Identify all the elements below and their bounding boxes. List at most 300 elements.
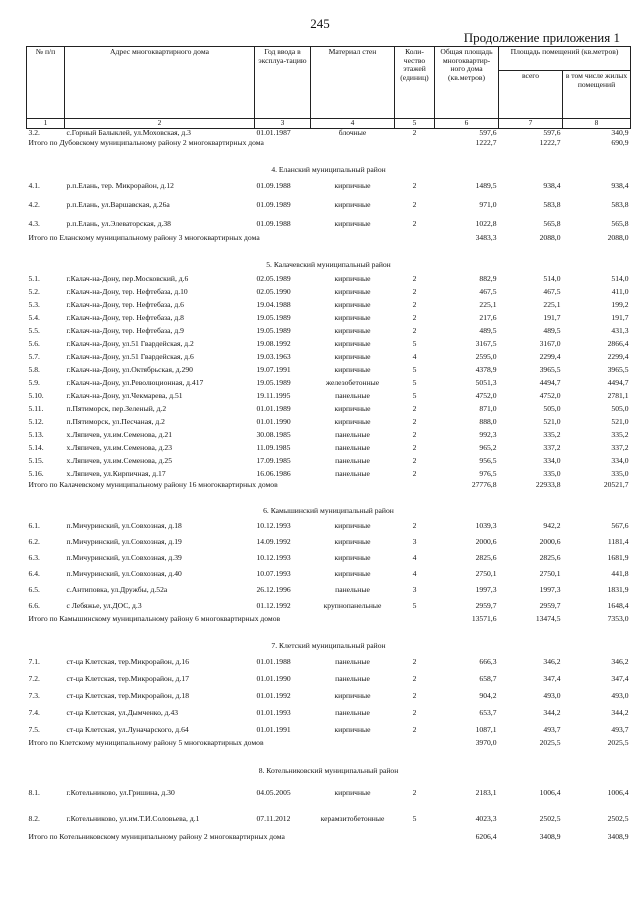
header-material: Материал стен [311, 47, 395, 119]
living-area: 493,7 [611, 724, 629, 734]
floor-count: 2 [412, 724, 417, 734]
table-row [27, 705, 631, 722]
address: р.п.Елань, ул.Варшавская, д.26а [66, 199, 170, 209]
total-area: 871,0 [479, 403, 497, 413]
subtotal-label: Итого по Еланскому муниципальному району 3 многоквартирных дома [28, 233, 260, 242]
year-built: 02.05.1989 [256, 273, 291, 283]
premises-area: 335,2 [543, 429, 561, 439]
year-built: 01.01.1993 [256, 707, 291, 717]
floor-count: 2 [412, 180, 417, 190]
subtotal-label: Итого по Дубовскому муниципальному району 2 многоквартирных дома [28, 138, 264, 147]
floor-count: 2 [412, 403, 417, 413]
row-number: 4.1. [28, 180, 40, 190]
living-area: 505,0 [611, 403, 629, 413]
floor-count: 2 [412, 312, 417, 322]
address: с.Антиповка, ул.Дружбы, д.52а [66, 585, 168, 595]
year-built: 01.01.1992 [256, 690, 291, 700]
address: х.Ляпичев, ул.Кирпичная, д.17 [66, 468, 166, 478]
table-row [27, 129, 631, 139]
wall-material: панельные [335, 390, 370, 400]
table-row [27, 567, 631, 583]
living-area: 565,8 [611, 218, 629, 228]
floor-count: 2 [412, 468, 417, 478]
premises-area: 2750,1 [539, 569, 561, 579]
row-number: 6.6. [28, 601, 40, 611]
total-area: 1489,5 [475, 180, 497, 190]
floor-count: 5 [412, 601, 417, 611]
total-area: 597,6 [479, 128, 497, 138]
row-number: 7.2. [28, 673, 40, 683]
wall-material: кирпичные [334, 218, 371, 228]
address: с Лебяжье, ул.ДОС, д.3 [66, 601, 142, 611]
address: х.Ляпичев, ул.им.Семенова, д.25 [66, 455, 173, 465]
living-area: 411,0 [611, 286, 629, 296]
floor-count: 5 [412, 338, 417, 348]
total-area: 1039,3 [475, 521, 497, 531]
row-number: 5.13. [28, 429, 44, 439]
subtotal-premises-area: 2088,0 [539, 233, 561, 242]
year-built: 01.01.1987 [256, 128, 291, 138]
address: г.Калач-на-Дону, ул.Чекмарева, д.51 [66, 390, 183, 400]
living-area: 334,0 [611, 455, 629, 465]
total-area: 882,9 [479, 273, 497, 283]
table-row [27, 519, 631, 535]
wall-material: кирпичные [334, 199, 371, 209]
address: х.Ляпичев, ул.им.Семенова, д.21 [66, 429, 173, 439]
subtotal-premises-area: 13474,5 [535, 614, 561, 623]
year-built: 01.09.1988 [256, 218, 291, 228]
row-number: 5.1. [28, 273, 40, 283]
year-built: 01.01.1988 [256, 656, 291, 666]
living-area: 583,8 [611, 199, 629, 209]
floor-count: 2 [412, 273, 417, 283]
section-heading-row [27, 165, 631, 177]
row-number: 5.8. [28, 364, 40, 374]
header-total-area: Общая площадь многоквартир-ного дома (кв.метров) [435, 47, 499, 119]
address: с.Горный Балыклей, ул.Моховская, д.3 [66, 128, 191, 138]
living-area: 4494,7 [607, 377, 629, 387]
wall-material: крупнопанельные [323, 601, 382, 611]
total-area: 956,5 [479, 455, 497, 465]
premises-area: 4494,7 [539, 377, 561, 387]
floor-count: 2 [412, 788, 417, 798]
total-area: 4752,0 [475, 390, 497, 400]
living-area: 1648,4 [607, 601, 629, 611]
subtotal-row [27, 615, 631, 640]
floor-count: 2 [412, 690, 417, 700]
year-built: 19.05.1989 [256, 325, 291, 335]
year-built: 17.09.1985 [256, 455, 291, 465]
year-built: 19.07.1991 [256, 364, 291, 374]
row-number: 4.3. [28, 218, 40, 228]
address: р.п.Елань, ул.Элеваторская, д.38 [66, 218, 171, 228]
premises-area: 337,2 [543, 442, 561, 452]
total-area: 217,6 [479, 312, 497, 322]
row-number: 5.3. [28, 299, 40, 309]
floor-count: 2 [412, 656, 417, 666]
floor-count: 3 [412, 537, 417, 547]
table-row [27, 177, 631, 196]
wall-material: кирпичные [334, 364, 371, 374]
row-number: 5.5. [28, 325, 40, 335]
year-built: 10.07.1993 [256, 569, 291, 579]
wall-material: панельные [335, 468, 370, 478]
premises-area: 493,0 [543, 690, 561, 700]
table-row [27, 390, 631, 403]
table-row [27, 455, 631, 468]
subtotal-premises-area: 1222,7 [539, 138, 561, 147]
wall-material: кирпичные [334, 690, 371, 700]
table-row [27, 273, 631, 286]
living-area: 344,2 [611, 707, 629, 717]
year-built: 16.06.1986 [256, 468, 291, 478]
floor-count: 2 [412, 455, 417, 465]
section-heading-row [27, 259, 631, 273]
row-number: 5.11. [28, 403, 44, 413]
table-row [27, 671, 631, 688]
premises-area: 347,4 [543, 673, 561, 683]
address: ст-ца Клетская, ул.Луначарского, д.64 [66, 724, 189, 734]
address: п.Мичуринский, ул.Совхозная, д.39 [66, 553, 182, 563]
row-number: 5.4. [28, 312, 40, 322]
table-row [27, 442, 631, 455]
column-number: 4 [311, 119, 395, 129]
year-built: 01.01.1991 [256, 724, 291, 734]
header-number: № п/п [27, 47, 65, 119]
year-built: 19.05.1989 [256, 377, 291, 387]
header-floors: Коли-чество этажей (единиц) [395, 47, 435, 119]
total-area: 888,0 [479, 416, 497, 426]
row-number: 6.3. [28, 553, 40, 563]
subtotal-living-area: 20521,7 [603, 480, 629, 489]
subtotal-total-area: 3970,0 [475, 738, 497, 747]
row-number: 6.2. [28, 537, 40, 547]
row-number: 5.10. [28, 390, 44, 400]
address: п.Мичуринский, ул.Совхозная, д.40 [66, 569, 182, 579]
subtotal-label: Итого по Клетскому муниципальному району 5 многоквартирных домов [28, 738, 264, 747]
section-heading-row [27, 505, 631, 519]
column-number: 6 [435, 119, 499, 129]
floor-count: 2 [412, 218, 417, 228]
subtotal-row [27, 739, 631, 763]
total-area: 4378,9 [475, 364, 497, 374]
premises-area: 2299,4 [539, 351, 561, 361]
year-built: 19.04.1988 [256, 299, 291, 309]
living-area: 3965,5 [607, 364, 629, 374]
column-number: 7 [499, 119, 563, 129]
floor-count: 5 [412, 814, 417, 824]
subtotal-total-area: 27776,8 [471, 480, 497, 489]
wall-material: кирпичные [334, 286, 371, 296]
address: ст-ца Клетская, тер.Микрорайон, д.17 [66, 673, 190, 683]
premises-area: 344,2 [543, 707, 561, 717]
address: г.Калач-на-Дону, ул.51 Гвардейская, д.2 [66, 338, 194, 348]
subtotal-row [27, 234, 631, 259]
year-built: 01.01.1990 [256, 416, 291, 426]
row-number: 5.12. [28, 416, 44, 426]
subtotal-premises-area: 22933,8 [535, 480, 561, 489]
table-row [27, 364, 631, 377]
row-number: 5.7. [28, 351, 40, 361]
total-area: 4023,3 [475, 814, 497, 824]
table-row [27, 583, 631, 599]
total-area: 2959,7 [475, 601, 497, 611]
year-built: 10.12.1993 [256, 553, 291, 563]
appendix-subtitle: Продолжение приложения 1 [463, 30, 620, 45]
subtotal-total-area: 3483,3 [475, 233, 497, 242]
row-number: 6.4. [28, 569, 40, 579]
total-area: 666,3 [479, 656, 497, 666]
floor-count: 2 [412, 673, 417, 683]
column-numbers-row [27, 119, 631, 129]
total-area: 2595,0 [475, 351, 497, 361]
address: г.Калач-на-Дону, ул.Революционная, д.417 [66, 377, 204, 387]
address: х.Ляпичев, ул.им.Семенова, д.23 [66, 442, 173, 452]
floor-count: 2 [412, 325, 417, 335]
wall-material: кирпичные [334, 553, 371, 563]
section-heading-row [27, 763, 631, 781]
floor-count: 2 [412, 416, 417, 426]
floor-count: 4 [412, 351, 417, 361]
address: г.Калач-на-Дону, ул.Октябрьская, д.290 [66, 364, 193, 374]
year-built: 01.09.1988 [256, 180, 291, 190]
section-heading: 8. Котельниковский муниципальный район [258, 766, 399, 776]
total-area: 1997,3 [475, 585, 497, 595]
floor-count: 2 [412, 128, 417, 138]
subtotal-row [27, 481, 631, 505]
wall-material: панельные [335, 429, 370, 439]
table-row [27, 325, 631, 338]
premises-area: 3965,5 [539, 364, 561, 374]
total-area: 3167,5 [475, 338, 497, 348]
wall-material: панельные [335, 656, 370, 666]
total-area: 653,7 [479, 707, 497, 717]
wall-material: панельные [335, 585, 370, 595]
floor-count: 2 [412, 286, 417, 296]
wall-material: кирпичные [334, 521, 371, 531]
floor-count: 2 [412, 521, 417, 531]
subtotal-living-area: 3408,9 [607, 832, 629, 841]
header-premises-area: Площадь помещений (кв.метров) [499, 47, 631, 71]
total-area: 489,5 [479, 325, 497, 335]
table-row [27, 377, 631, 390]
column-number: 1 [27, 119, 65, 129]
subtotal-premises-area: 3408,9 [539, 832, 561, 841]
year-built: 01.01.1990 [256, 673, 291, 683]
floor-count: 2 [412, 707, 417, 717]
wall-material: кирпичные [334, 788, 371, 798]
subtotal-living-area: 7353,0 [607, 614, 629, 623]
header-address: Адрес многоквартирного дома [65, 47, 255, 119]
wall-material: панельные [335, 707, 370, 717]
living-area: 2866,4 [607, 338, 629, 348]
address: г.Калач-на-Дону, тер. Нефтебаза, д.9 [66, 325, 184, 335]
floor-count: 5 [412, 390, 417, 400]
living-area: 567,6 [611, 521, 629, 531]
year-built: 01.01.1989 [256, 403, 291, 413]
row-number: 5.9. [28, 377, 40, 387]
section-heading: 6. Камышинский муниципальный район [263, 506, 394, 516]
premises-area: 565,8 [543, 218, 561, 228]
address: г.Калач-на-Дону, тер. Нефтебаза, д.8 [66, 312, 184, 322]
living-area: 521,0 [611, 416, 629, 426]
section-heading: 7. Клетский муниципальный район [271, 641, 386, 651]
total-area: 971,0 [479, 199, 497, 209]
address: р.п.Елань, тер. Микрорайон, д.12 [66, 180, 174, 190]
wall-material: керамзитобетонные [320, 814, 385, 824]
table-row [27, 299, 631, 312]
subtotal-label: Итого по Котельниковскому муниципальному району 2 многоквартирных дома [28, 832, 285, 841]
table-header [27, 47, 631, 129]
column-number: 5 [395, 119, 435, 129]
total-area: 5051,3 [475, 377, 497, 387]
address: г.Котельниково, ул.Гришина, д.30 [66, 788, 175, 798]
living-area: 199,2 [611, 299, 629, 309]
row-number: 7.1. [28, 656, 40, 666]
row-number: 5.15. [28, 455, 44, 465]
living-area: 1831,9 [607, 585, 629, 595]
table-row [27, 312, 631, 325]
year-built: 19.11.1995 [256, 390, 291, 400]
premises-area: 597,6 [543, 128, 561, 138]
living-area: 493,0 [611, 690, 629, 700]
floor-count: 2 [412, 429, 417, 439]
year-built: 26.12.1996 [256, 585, 291, 595]
row-number: 3.2. [28, 128, 40, 138]
row-number: 6.1. [28, 521, 40, 531]
year-built: 07.11.2012 [256, 814, 291, 824]
premises-area: 467,5 [543, 286, 561, 296]
living-area: 1006,4 [607, 788, 629, 798]
floor-count: 5 [412, 364, 417, 374]
header-premises-living: в том числе жилых помещений [563, 71, 631, 119]
total-area: 2000,6 [475, 537, 497, 547]
table-row [27, 351, 631, 364]
premises-area: 1997,3 [539, 585, 561, 595]
row-number: 5.16. [28, 468, 44, 478]
section-heading: 5. Калачевский муниципальный район [266, 260, 391, 270]
floor-count: 2 [412, 442, 417, 452]
year-built: 01.12.1992 [256, 601, 291, 611]
total-area: 1022,8 [475, 218, 497, 228]
row-number: 8.1. [28, 788, 40, 798]
column-number: 8 [563, 119, 631, 129]
table-row [27, 338, 631, 351]
living-area: 335,0 [611, 468, 629, 478]
living-area: 514,0 [611, 273, 629, 283]
wall-material: кирпичные [334, 312, 371, 322]
living-area: 938,4 [611, 180, 629, 190]
row-number: 5.2. [28, 286, 40, 296]
year-built: 19.05.1989 [256, 312, 291, 322]
floor-count: 2 [412, 199, 417, 209]
subtotal-row [27, 139, 631, 165]
subtotal-total-area: 6206,4 [475, 832, 497, 841]
table-row [27, 196, 631, 215]
subtotal-living-area: 2025,5 [607, 738, 629, 747]
row-number: 6.5. [28, 585, 40, 595]
row-number: 5.6. [28, 338, 40, 348]
wall-material: панельные [335, 673, 370, 683]
table-row [27, 468, 631, 481]
table-row [27, 722, 631, 739]
column-number: 2 [65, 119, 255, 129]
year-built: 14.09.1992 [256, 537, 291, 547]
wall-material: кирпичные [334, 724, 371, 734]
year-built: 01.09.1989 [256, 199, 291, 209]
premises-area: 4752,0 [539, 390, 561, 400]
row-number: 7.4. [28, 707, 40, 717]
row-number: 4.2. [28, 199, 40, 209]
premises-area: 942,2 [543, 521, 561, 531]
wall-material: кирпичные [334, 338, 371, 348]
page-number: 245 [310, 16, 330, 31]
floor-count: 5 [412, 377, 417, 387]
subtotal-label: Итого по Калачевскому муниципальному району 16 многоквартирных домов [28, 480, 278, 489]
housing-table [26, 46, 631, 859]
total-area: 976,5 [479, 468, 497, 478]
table-row [27, 599, 631, 615]
section-heading: 4. Еланский муниципальный район [271, 165, 386, 175]
living-area: 2299,4 [607, 351, 629, 361]
year-built: 02.05.1990 [256, 286, 291, 296]
wall-material: кирпичные [334, 569, 371, 579]
living-area: 2502,5 [607, 814, 629, 824]
wall-material: блочные [338, 128, 367, 138]
subtotal-label: Итого по Камышинскому муниципальному району 6 многоквартирных домов [28, 614, 281, 623]
subtotal-total-area: 1222,7 [475, 138, 497, 147]
premises-area: 493,7 [543, 724, 561, 734]
wall-material: кирпичные [334, 537, 371, 547]
living-area: 337,2 [611, 442, 629, 452]
address: г.Котельниково, ул.им.Т.И.Соловьева, д.1 [66, 814, 200, 824]
table-body [27, 129, 631, 859]
premises-area: 938,4 [543, 180, 561, 190]
subtotal-premises-area: 2025,5 [539, 738, 561, 747]
header-year: Год ввода в эксплуа-тацию [255, 47, 311, 119]
total-area: 1087,1 [475, 724, 497, 734]
living-area: 1681,9 [607, 553, 629, 563]
table-row [27, 551, 631, 567]
table-row [27, 807, 631, 833]
floor-count: 2 [412, 299, 417, 309]
table-row [27, 286, 631, 299]
premises-area: 583,8 [543, 199, 561, 209]
premises-area: 489,5 [543, 325, 561, 335]
subtotal-living-area: 2088,0 [607, 233, 629, 242]
total-area: 992,3 [479, 429, 497, 439]
premises-area: 514,0 [543, 273, 561, 283]
premises-area: 2502,5 [539, 814, 561, 824]
row-number: 8.2. [28, 814, 40, 824]
address: ст-ца Клетская, тер.Микрорайон, д.16 [66, 656, 190, 666]
living-area: 346,2 [611, 656, 629, 666]
total-area: 467,5 [479, 286, 497, 296]
living-area: 347,4 [611, 673, 629, 683]
premises-area: 1006,4 [539, 788, 561, 798]
total-area: 2183,1 [475, 788, 497, 798]
address: п.Пятиморск, пер.Зеленый, д.2 [66, 403, 167, 413]
row-number: 7.5. [28, 724, 40, 734]
address: п.Мичуринский, ул.Совхозная, д.19 [66, 537, 182, 547]
floor-count: 4 [412, 569, 417, 579]
premises-area: 505,0 [543, 403, 561, 413]
address: ст-ца Клетская, тер.Микрорайон, д.18 [66, 690, 190, 700]
premises-area: 2825,6 [539, 553, 561, 563]
living-area: 2781,1 [607, 390, 629, 400]
total-area: 658,7 [479, 673, 497, 683]
subtotal-total-area: 13571,6 [471, 614, 497, 623]
